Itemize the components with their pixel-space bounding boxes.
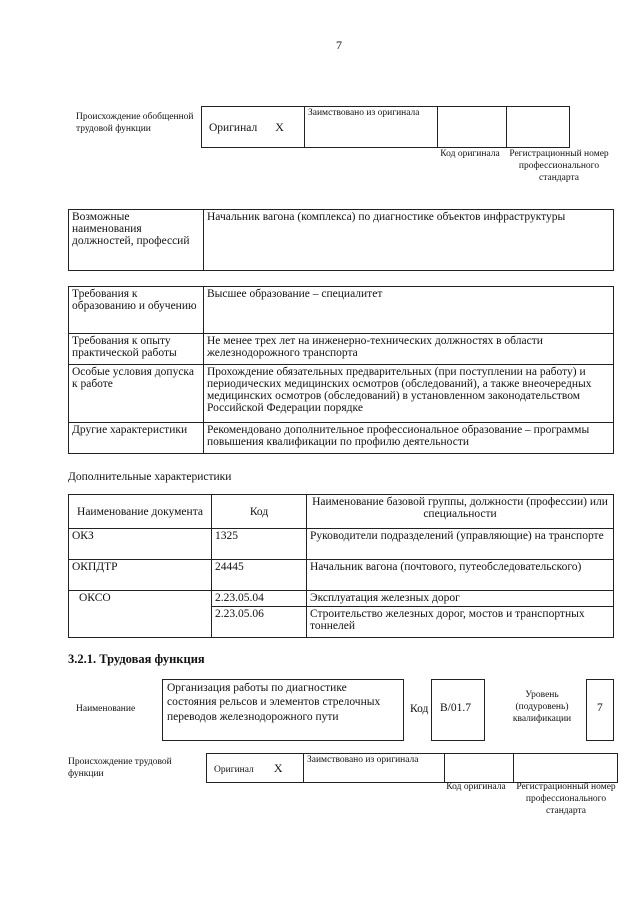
- req-education-label: Требования к образованию и обучению: [69, 287, 204, 334]
- origin-reg-caption: Регистрационный номер профессионального стандарта: [509, 149, 609, 183]
- req-other-value: Рекомендовано дополнительное профессиональное образование – программы повышения квалификации по профилю деятельности: [204, 423, 614, 454]
- origin-table: [201, 106, 570, 148]
- origin-code-cell: [438, 107, 507, 148]
- origin-bottom-label: Происхождение трудовой функции: [68, 757, 172, 779]
- origin-bottom-borrowed-cell: Заимствовано из оригинала: [304, 754, 445, 783]
- function-code-label: Код: [410, 703, 429, 715]
- origin-bottom-code-cell: [445, 754, 514, 783]
- additional-header-name: Наименование базовой группы, должности (профессии) или специальности: [307, 495, 614, 529]
- origin-original-mark: X: [275, 120, 284, 134]
- function-heading: 3.2.1. Трудовая функция: [68, 652, 205, 666]
- function-name-box: Организация работы по диагностике состояния рельсов и элементов стрелочных переводов железнодорожного пути: [162, 679, 404, 741]
- function-level-box: [586, 679, 614, 741]
- origin-original-label: Оригинал: [209, 122, 258, 134]
- additional-row-code: 2.23.05.04: [212, 591, 307, 607]
- additional-row-doc: ОКЗ: [69, 529, 212, 560]
- additional-row-code: 1325: [212, 529, 307, 560]
- origin-original-cell: [202, 107, 305, 148]
- origin-code-caption: Код оригинала: [440, 149, 500, 159]
- req-education-value: Высшее образование – специалитет: [204, 287, 614, 334]
- origin-bottom-reg-cell: [514, 754, 618, 783]
- origin-bottom-original-mark: X: [273, 761, 283, 775]
- positions-table: [68, 209, 614, 271]
- requirements-table: [68, 286, 614, 454]
- origin-label: Происхождение обобщенной трудовой функции: [76, 112, 194, 134]
- req-conditions-label: Особые условия допуска к работе: [69, 365, 204, 423]
- origin-bottom-original-cell: [207, 754, 304, 783]
- origin-bottom-reg-caption: Регистрационный номер профессионального стандарта: [516, 782, 616, 816]
- function-code-value: B/01.7: [440, 702, 471, 714]
- function-code-box: [431, 679, 485, 741]
- additional-row-doc: ОКПДТР: [69, 560, 212, 591]
- origin-borrowed-cell: Заимствовано из оригинала: [305, 107, 438, 148]
- additional-header-doc: Наименование документа: [69, 495, 212, 529]
- req-experience-value: Не менее трех лет на инженерно-технических должностях в области железнодорожного транспорта: [204, 334, 614, 365]
- positions-value: Начальник вагона (комплекса) по диагностике объектов инфраструктуры: [204, 210, 614, 271]
- origin-reg-cell: [507, 107, 570, 148]
- additional-row-name: Руководители подразделений (управляющие) на транспорте: [307, 529, 614, 560]
- origin-bottom-original-label: Оригинал: [214, 765, 254, 775]
- function-level-label: Уровень (подуровень) квалификации: [512, 690, 572, 724]
- req-other-label: Другие характеристики: [69, 423, 204, 454]
- additional-title: Дополнительные характеристики: [68, 471, 232, 483]
- additional-row-doc: ОКСО: [69, 591, 212, 638]
- additional-row-name: Начальник вагона (почтового, путеобследовательского): [307, 560, 614, 591]
- additional-row-code: 24445: [212, 560, 307, 591]
- additional-row-name: Эксплуатация железных дорог: [307, 591, 614, 607]
- function-name-label: Наименование: [76, 704, 136, 714]
- additional-row-name: Строительство железных дорог, мостов и транспортных тоннелей: [307, 607, 614, 638]
- req-experience-label: Требования к опыту практической работы: [69, 334, 204, 365]
- function-level-value: 7: [597, 702, 603, 714]
- additional-header-code: Код: [212, 495, 307, 529]
- additional-row-code: 2.23.05.06: [212, 607, 307, 638]
- req-conditions-value: Прохождение обязательных предварительных (при поступлении на работу) и периодических медицинских осмотров (обследований), а также внеочередных медицинских осмотров (обследований) в установленном законодательством Российской Федерации порядке: [204, 365, 614, 423]
- additional-table: [68, 494, 614, 638]
- positions-label: Возможные наименования должностей, профессий: [69, 210, 204, 271]
- origin-bottom-table: [206, 753, 618, 783]
- origin-bottom-code-caption: Код оригинала: [446, 782, 506, 792]
- page-number: 7: [336, 38, 342, 52]
